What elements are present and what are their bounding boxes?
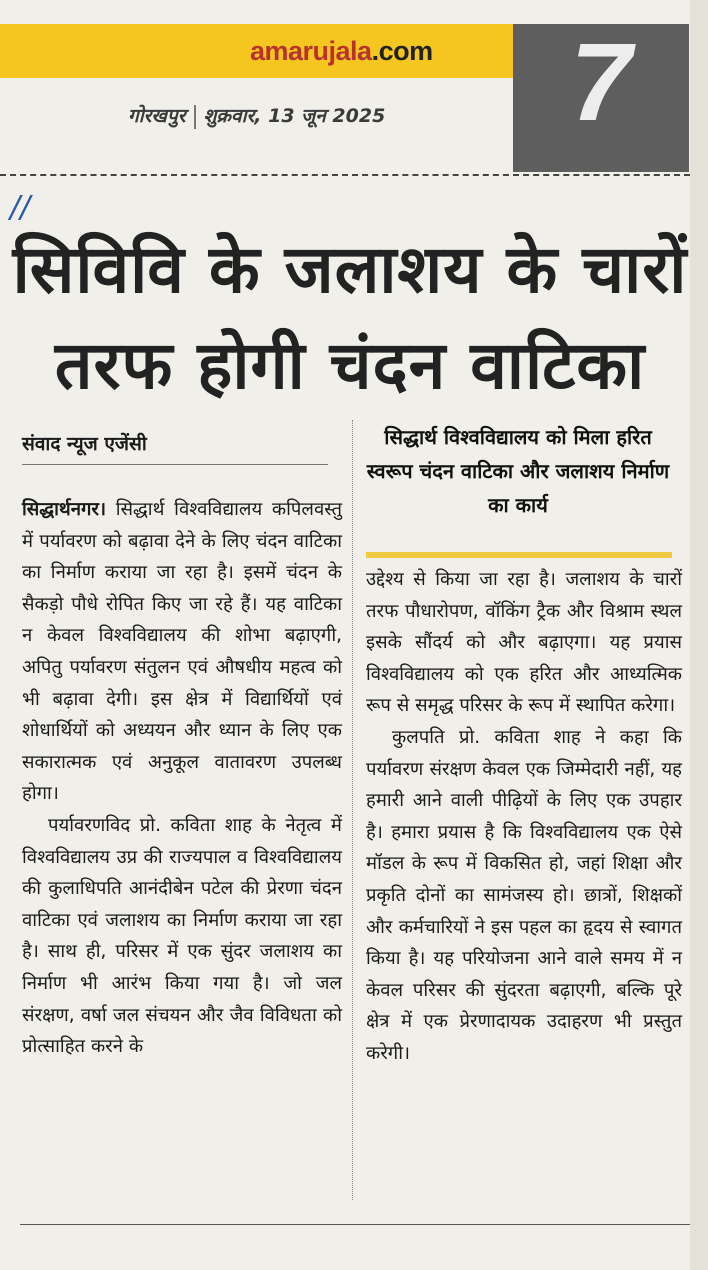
byline: संवाद न्यूज एजेंसी: [22, 430, 328, 465]
section-divider: [0, 174, 690, 176]
paragraph: पर्यावरणविद प्रो. कविता शाह के नेतृत्व में विश्वविद्यालय उप्र की राज्यपाल व विश्वविद्यालय की कुलाधिपति आनंदीबेन पटेल की प्रेरणा चंदन वाटिका एवं जलाशय का निर्माण कराया जा रहा है। साथ ही, परिसर में एक सुंदर जलाशय का निर्माण भी आरंभ किया गया है। जो जल संरक्षण, वर्षा जल संचयन और जैव विविधता को प्रोत्साहित करने के: [22, 814, 342, 1058]
dateline: [128, 102, 385, 129]
paragraph: सिद्धार्थनगर। सिद्धार्थ विश्वविद्यालय कपिलवस्तु में पर्यावरण को बढ़ावा देने के लिए चंदन वाटिका का निर्माण कराया जा रहा है। इसमें चंदन के सैकड़ो पौधे रोपित किए जा रहे हैं। यह वाटिका न केवल विश्वविद्यालय की शोभा बढ़ाएगी, अपितु पर्यावरण संतुलन एवं औषधीय महत्व को भी बढ़ावा देगी। इस क्षेत्र में विद्यार्थियों एवं शोधार्थियों को अध्ययन और ध्यान के लिए एक सकारात्मक एवं अनुकूल वातावरण उपलब्ध होगा।: [22, 499, 342, 805]
headline: सिविवि के जलाशय के चारों तरफ होगी चंदन वाटिका: [12, 231, 688, 404]
dateline-place: सिद्धार्थनगर।: [22, 499, 106, 520]
paragraph: उद्देश्य से किया जा रहा है। जलाशय के चारों तरफ पौधारोपण, वॉकिंग ट्रैक और विश्राम स्थल इसके सौंदर्य को और बढ़ाएगा। यह प्रयास विश्वविद्यालय को एक हरित और आध्यत्मिक रूप से समृद्ध परिसर के रूप में स्थापित करेगा।: [366, 569, 682, 717]
brand-logo: amarujala.com: [250, 36, 433, 66]
date-label: शुक्रवार, 13 जून 2025: [203, 105, 386, 127]
pull-quote: सिद्धार्थ विश्वविद्यालय को मिला हरित स्वरूप चंदन वाटिका और जलाशय निर्माण का कार्य: [366, 425, 670, 517]
city-label: गोरखपुर: [128, 105, 186, 127]
column-rule: [352, 420, 353, 1200]
page-number: 7: [570, 21, 632, 144]
page-edge: [690, 0, 708, 1270]
article-column-left: [22, 494, 342, 1063]
pull-quote-underline: [366, 552, 672, 558]
pen-mark-icon: //: [10, 190, 31, 225]
paragraph: कुलपति प्रो. कविता शाह ने कहा कि पर्यावरण संरक्षण केवल एक जिम्मेदारी नहीं, यह हमारी आने वाली पीढ़ियों के लिए एक उपहार है। हमारा प्रयास है कि विश्वविद्यालय एक ऐसे मॉडल के रूप में विकसित हो, जहां शिक्षा और प्रकृति दोनों का सामंजस्य हो। छात्रों, शिक्षकों और कर्मचारियों ने इस पहल का हृदय से स्वागत किया है। यह परियोजना आने वाले समय में न केवल परिसर की सुंदरता बढ़ाएगी, बल्कि पूरे क्षेत्र में एक प्रेरणादायक उदाहरण भी प्रस्तुत करेगी।: [366, 726, 682, 1064]
article-column-right: [366, 564, 682, 1070]
bottom-rule: [20, 1224, 690, 1225]
